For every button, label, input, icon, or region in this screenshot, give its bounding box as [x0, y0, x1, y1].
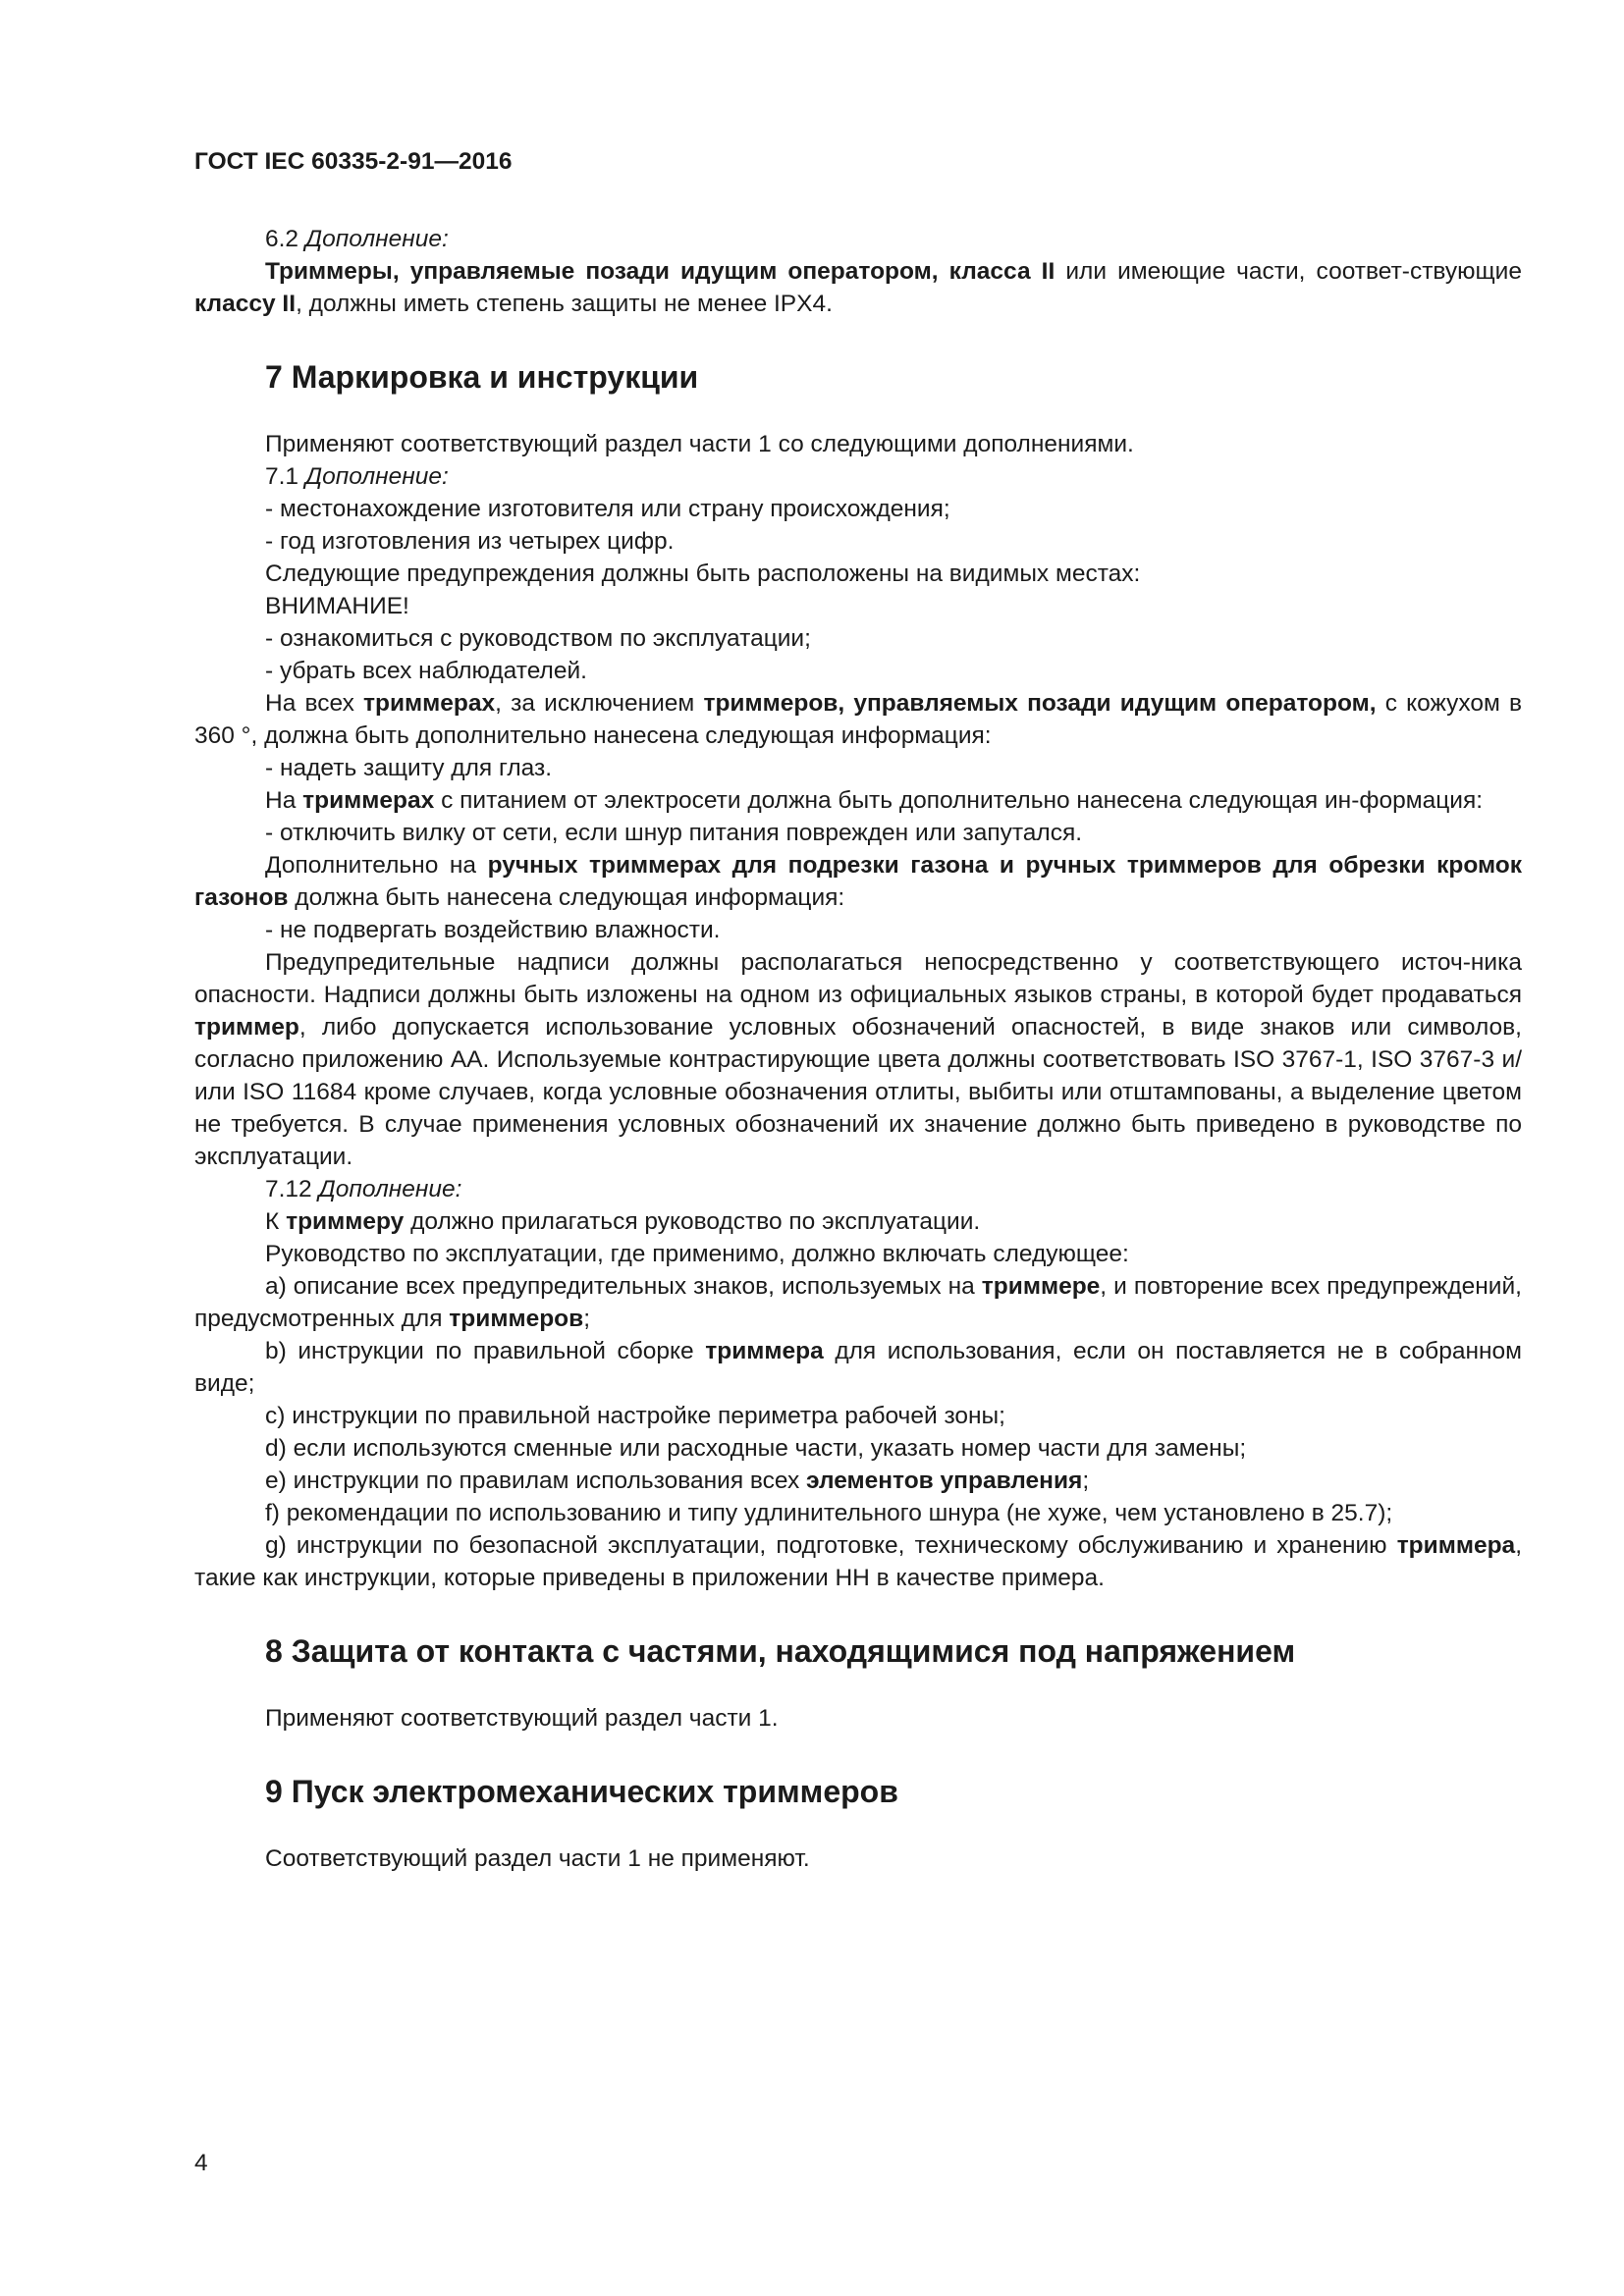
clause-label: Дополнение: — [318, 1176, 462, 1202]
clause-6-2-text — [194, 255, 1522, 320]
bold-term: триммерах — [302, 787, 435, 814]
list-item-c: с) инструкции по правильной настройке периметра рабочей зоны; — [265, 1403, 1005, 1429]
bold-term: элементов управления — [806, 1468, 1083, 1494]
list-item: - не подвергать воздействию влажности. — [265, 917, 721, 943]
bold-term: триммера — [705, 1338, 824, 1364]
bold-term: ручных триммерах для подрезки газона и ручных триммеров для обрезки кромок газонов — [194, 852, 1522, 911]
text-run: , за исключением — [495, 690, 704, 717]
list-item: - ознакомиться с руководством по эксплуатации; — [265, 625, 811, 652]
text-run: На — [265, 787, 303, 814]
text-run: или имеющие части, соответ-ствующие — [1055, 258, 1522, 285]
warning-word: ВНИМАНИЕ! — [265, 593, 409, 619]
paragraph — [194, 784, 1522, 817]
text-run: а) описание всех предупредительных знаков, используемых на — [265, 1273, 982, 1300]
bold-term: классу II — [194, 291, 297, 317]
text-run: должно прилагаться руководство по эксплуатации. — [404, 1208, 981, 1235]
list-item-g — [194, 1529, 1522, 1594]
clause-6-2-heading — [194, 223, 1522, 255]
text-run: ; — [1082, 1468, 1090, 1494]
text-run: , либо допускается использование условных обозначений опасностей, в виде знаков или символов, согласно приложению АА. Используемые контрастирующие цвета должны соответствовать ISO 3767-1, ISO 3767-3 и/или ISO 11684 кроме случаев, когда условные обозначения отлиты, выбиты или отштампованы, а выделение цветом не требуется. В случае применения условных обозначений их значение должно быть приведено в руководстве по эксплуатации. — [194, 1014, 1522, 1170]
text-run: К — [265, 1208, 287, 1235]
bold-term: триммеров — [449, 1306, 584, 1332]
clause-number: 6.2 — [265, 226, 299, 252]
bold-term: триммере — [981, 1273, 1101, 1300]
clause-7-1-heading — [194, 460, 1522, 493]
bold-term: триммеру — [286, 1208, 405, 1235]
text-run: Предупредительные надписи должны располагаться непосредственно у соответствующего источ-ника опасности. Надписи должны быть изложены на одном из официальных языков страны, в которой будет продаваться — [194, 949, 1522, 1008]
list-item: - местонахождение изготовителя или страну происхождения; — [265, 496, 950, 522]
section-8-text: Применяют соответствующий раздел части 1. — [265, 1705, 779, 1732]
document-code: ГОСТ IEC 60335-2-91—2016 — [194, 148, 513, 175]
paragraph — [194, 849, 1522, 914]
section-9-text: Соответствующий раздел части 1 не применяют. — [265, 1845, 810, 1872]
list-item: - убрать всех наблюдателей. — [265, 658, 587, 684]
text-run: e) инструкции по правилам использования всех — [265, 1468, 807, 1494]
page-number: 4 — [194, 2150, 208, 2176]
text-run: с питанием от электросети должна быть дополнительно нанесена следующая ин-формация: — [434, 787, 1484, 814]
clause-label: Дополнение: — [304, 226, 449, 252]
text-run: , такие как инструкции, которые приведены в приложении НН в качестве примера. — [194, 1532, 1522, 1591]
section-7-intro: Применяют соответствующий раздел части 1 со следующими дополнениями. — [265, 431, 1134, 457]
text-run: На всех — [265, 690, 363, 717]
section-7-title: 7 Маркировка и инструкции — [265, 359, 699, 395]
list-item-a — [194, 1270, 1522, 1335]
text-run: для использования, если он поставляется не в собранном виде; — [194, 1338, 1522, 1397]
text-run: с кожухом в 360 °, должна быть дополнительно нанесена следующая информация: — [194, 690, 1523, 749]
clause-7-12-heading — [194, 1173, 1522, 1205]
section-8-title: 8 Защита от контакта с частями, находящимися под напряжением — [265, 1633, 1296, 1669]
paragraph — [194, 1205, 1522, 1238]
bold-term: Триммеры, управляемые позади идущим оператором, класса II — [265, 258, 1056, 285]
warning-intro: Следующие предупреждения должны быть расположены на видимых местах: — [265, 561, 1141, 587]
clause-label: Дополнение: — [304, 463, 449, 490]
bold-term: триммера — [1396, 1532, 1516, 1559]
list-item: - год изготовления из четырех цифр. — [265, 528, 675, 555]
list-item: - надеть защиту для глаз. — [265, 755, 553, 781]
clause-number: 7.12 — [265, 1176, 312, 1202]
list-item-d: d) если используются сменные или расходные части, указать номер части для замены; — [265, 1435, 1247, 1462]
text-run: ; — [583, 1306, 591, 1332]
text-run: Дополнительно на — [265, 852, 488, 879]
paragraph: Руководство по эксплуатации, где применимо, должно включать следующее: — [265, 1241, 1129, 1267]
text-run: , и повторение всех предупреждений, предусмотренных для — [194, 1273, 1522, 1332]
section-9-title: 9 Пуск электромеханических триммеров — [265, 1774, 898, 1809]
text-run: b) инструкции по правильной сборке — [265, 1338, 706, 1364]
bold-term: триммеров, управляемых позади идущим оператором, — [703, 690, 1377, 717]
text-run: g) инструкции по безопасной эксплуатации, подготовке, техническому обслуживанию и хранению — [265, 1532, 1397, 1559]
bold-term: триммер — [194, 1014, 299, 1041]
paragraph — [194, 687, 1522, 752]
bold-term: триммерах — [363, 690, 496, 717]
paragraph — [194, 946, 1522, 1173]
list-item-e — [194, 1465, 1522, 1497]
text-run: , должны иметь степень защиты не менее IPX4. — [296, 291, 833, 317]
text-run: должна быть нанесена следующая информация: — [288, 884, 845, 911]
list-item: - отключить вилку от сети, если шнур питания поврежден или запутался. — [265, 820, 1083, 846]
list-item-f: f) рекомендации по использованию и типу удлинительного шнура (не хуже, чем установлено в 25.7); — [265, 1500, 1393, 1526]
list-item-b — [194, 1335, 1522, 1400]
clause-number: 7.1 — [265, 463, 299, 490]
